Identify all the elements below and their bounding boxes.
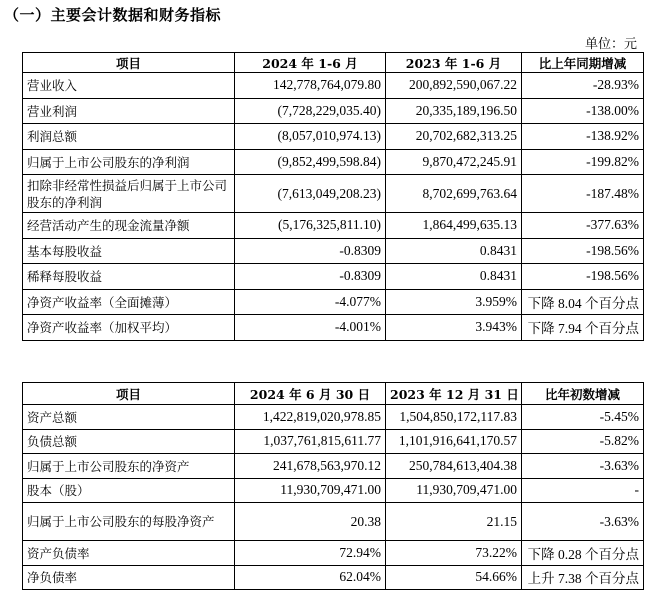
row-label: 净资产收益率（加权平均） <box>23 315 235 341</box>
row-value: -187.48% <box>522 175 644 213</box>
table-row <box>23 264 644 290</box>
row-value: 20.38 <box>235 503 386 541</box>
row-value: 下降 0.28 个百分点 <box>522 541 644 566</box>
table-row <box>23 565 644 590</box>
row-label: 营业收入 <box>23 73 235 99</box>
row-value: 9,870,472,245.91 <box>386 149 522 175</box>
row-value: 下降 8.04 个百分点 <box>522 289 644 315</box>
unit-label: 单位：元 <box>584 37 637 52</box>
table-header-row <box>23 53 644 73</box>
row-value: 20,702,682,313.25 <box>386 124 522 150</box>
row-value: 1,864,499,635.13 <box>386 213 522 239</box>
table-row <box>23 73 644 99</box>
header-period-current: 2024 年 1-6 月 <box>235 53 386 73</box>
row-value: 11,930,709,471.00 <box>386 478 522 503</box>
row-label: 资产负债率 <box>23 541 235 566</box>
row-label: 净资产收益率（全面摊薄） <box>23 289 235 315</box>
balance-data-table <box>22 382 644 590</box>
row-value: -4.001% <box>235 315 386 341</box>
row-value: 73.22% <box>386 541 522 566</box>
row-value: 3.959% <box>386 289 522 315</box>
row-value: - <box>522 478 644 503</box>
row-value: -28.93% <box>522 73 644 99</box>
header-change: 比年初数增减 <box>522 383 644 405</box>
row-label: 归属于上市公司股东的净资产 <box>23 454 235 479</box>
row-value: 3.943% <box>386 315 522 341</box>
row-value: 1,037,761,815,611.77 <box>235 429 386 454</box>
row-value: (5,176,325,811.10) <box>235 213 386 239</box>
financial-data-table <box>22 52 644 341</box>
table-row <box>23 98 644 124</box>
table-header-row <box>23 383 644 405</box>
row-label: 资产总额 <box>23 405 235 430</box>
table-row <box>23 429 644 454</box>
row-value: 0.8431 <box>386 264 522 290</box>
row-value: -138.92% <box>522 124 644 150</box>
header-date-prior: 2023 年 12 月 31 日 <box>386 383 522 405</box>
row-value: (8,057,010,974.13) <box>235 124 386 150</box>
row-label: 经营活动产生的现金流量净额 <box>23 213 235 239</box>
row-value: 1,504,850,172,117.83 <box>386 405 522 430</box>
row-label: 基本每股收益 <box>23 238 235 264</box>
row-value: -0.8309 <box>235 238 386 264</box>
row-value: 21.15 <box>386 503 522 541</box>
row-value: -138.00% <box>522 98 644 124</box>
row-value: 下降 7.94 个百分点 <box>522 315 644 341</box>
row-value: -4.077% <box>235 289 386 315</box>
row-value: 62.04% <box>235 565 386 590</box>
row-label: 利润总额 <box>23 124 235 150</box>
row-label: 净负债率 <box>23 565 235 590</box>
row-value: -377.63% <box>522 213 644 239</box>
row-value: -5.45% <box>522 405 644 430</box>
row-label: 扣除非经常性损益后归属于上市公司股东的净利润 <box>23 175 235 213</box>
table-row <box>23 478 644 503</box>
row-value: 上升 7.38 个百分点 <box>522 565 644 590</box>
row-value: -198.56% <box>522 238 644 264</box>
row-value: 241,678,563,970.12 <box>235 454 386 479</box>
table-row <box>23 541 644 566</box>
table-row <box>23 289 644 315</box>
row-value: 11,930,709,471.00 <box>235 478 386 503</box>
row-value: 250,784,613,404.38 <box>386 454 522 479</box>
table-row <box>23 149 644 175</box>
row-value: 54.66% <box>386 565 522 590</box>
table-row <box>23 124 644 150</box>
row-value: (7,728,229,035.40) <box>235 98 386 124</box>
table-row <box>23 238 644 264</box>
row-value: 0.8431 <box>386 238 522 264</box>
row-value: -199.82% <box>522 149 644 175</box>
header-item: 项目 <box>23 53 235 73</box>
table-row <box>23 175 644 213</box>
row-value: 1,422,819,020,978.85 <box>235 405 386 430</box>
row-label: 归属于上市公司股东的净利润 <box>23 149 235 175</box>
row-value: 200,892,590,067.22 <box>386 73 522 99</box>
table-row <box>23 213 644 239</box>
header-period-prior: 2023 年 1-6 月 <box>386 53 522 73</box>
row-value: -5.82% <box>522 429 644 454</box>
row-label: 稀释每股收益 <box>23 264 235 290</box>
row-value: -0.8309 <box>235 264 386 290</box>
row-value: -198.56% <box>522 264 644 290</box>
table-row <box>23 454 644 479</box>
section-title: （一）主要会计数据和财务指标 <box>4 6 222 24</box>
row-label: 负债总额 <box>23 429 235 454</box>
row-label: 股本（股） <box>23 478 235 503</box>
row-value: (7,613,049,208.23) <box>235 175 386 213</box>
row-value: 72.94% <box>235 541 386 566</box>
row-label: 归属于上市公司股东的每股净资产 <box>23 503 235 541</box>
header-item: 项目 <box>23 383 235 405</box>
row-value: 8,702,699,763.64 <box>386 175 522 213</box>
table-row <box>23 405 644 430</box>
row-value: -3.63% <box>522 454 644 479</box>
header-date-current: 2024 年 6 月 30 日 <box>235 383 386 405</box>
row-value: 1,101,916,641,170.57 <box>386 429 522 454</box>
row-value: (9,852,499,598.84) <box>235 149 386 175</box>
row-value: -3.63% <box>522 503 644 541</box>
row-value: 20,335,189,196.50 <box>386 98 522 124</box>
header-change: 比上年同期增减 <box>522 53 644 73</box>
row-label: 营业利润 <box>23 98 235 124</box>
table-row <box>23 315 644 341</box>
row-value: 142,778,764,079.80 <box>235 73 386 99</box>
table-row <box>23 503 644 541</box>
